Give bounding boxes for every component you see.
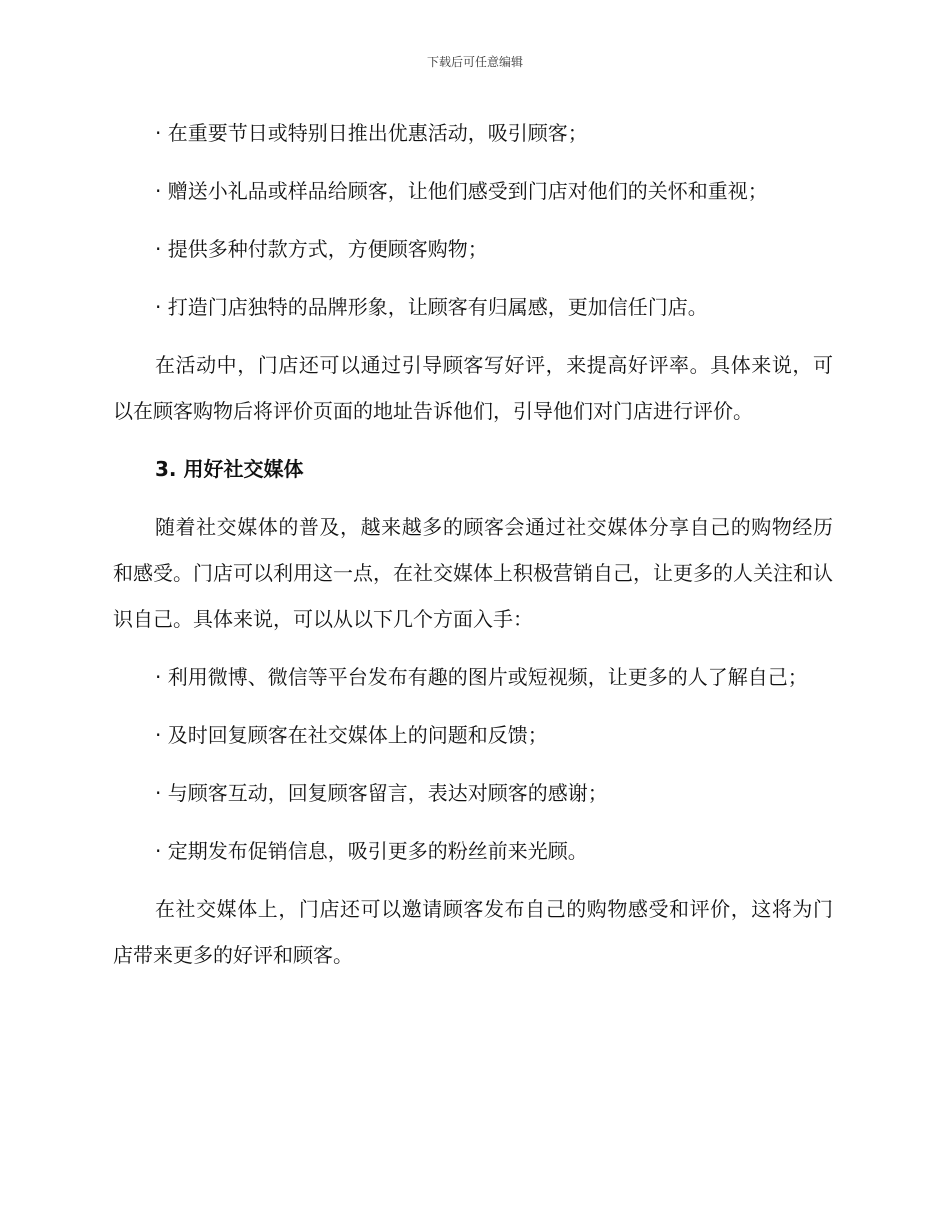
section-heading: 3. 用好社交媒体 [155, 457, 304, 481]
bullet-item: · 与顾客互动，回复顾客留言，表达对顾客的感谢； [155, 781, 608, 805]
bullet-item: · 在重要节日或特别日推出优惠活动，吸引顾客； [155, 121, 588, 145]
body-paragraph: 在活动中，门店还可以通过引导顾客写好评，来提高好评率。具体来说，可以在顾客购物后将评价页面的地址告诉他们，引导他们对门店进行评价。 [113, 353, 833, 423]
bullet-item: · 利用微博、微信等平台发布有趣的图片或短视频，让更多的人了解自己； [155, 665, 808, 689]
bullet-item: · 及时回复顾客在社交媒体上的问题和反馈； [155, 723, 548, 747]
bullet-item: · 赠送小礼品或样品给顾客，让他们感受到门店对他们的关怀和重视； [155, 179, 768, 203]
closing-paragraph: 在社交媒体上，门店还可以邀请顾客发布自己的购物感受和评价，这将为门店带来更多的好评和顾客。 [113, 897, 833, 967]
bullet-item: · 打造门店独特的品牌形象，让顾客有归属感，更加信任门店。 [155, 295, 708, 319]
bullet-item: · 提供多种付款方式，方便顾客购物； [155, 237, 488, 261]
document-body [113, 110, 833, 990]
bullet-item: · 定期发布促销信息，吸引更多的粉丝前来光顾。 [155, 839, 588, 863]
body-paragraph: 随着社交媒体的普及，越来越多的顾客会通过社交媒体分享自己的购物经历和感受。门店可以利用这一点，在社交媒体上积极营销自己，让更多的人关注和认识自己。具体来说，可以从以下几个方面入手： [113, 515, 833, 631]
page-header: 下载后可任意编辑 [426, 55, 523, 69]
